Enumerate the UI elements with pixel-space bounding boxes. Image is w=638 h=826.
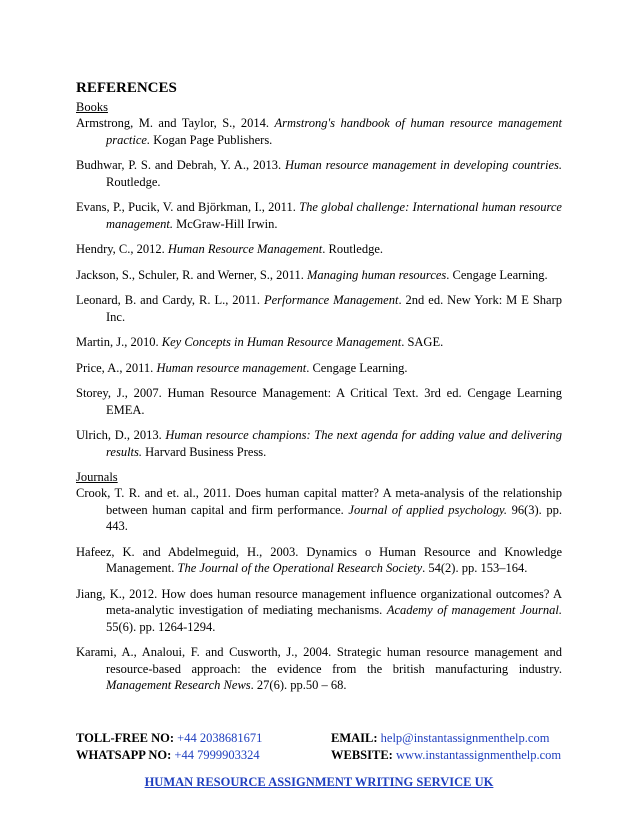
reference-authors: Armstrong, M. and Taylor, S., 2014.: [76, 116, 275, 130]
reference-authors: Hafeez, K. and Abdelmeguid, H., 2003. Dynamics o Human Resource and Knowledge Management.: [76, 544, 562, 575]
reference-title: Managing human resources: [306, 267, 447, 282]
reference-publisher: Kogan Page Publishers.: [150, 132, 273, 147]
reference-title: The Journal of the Operational Research Society: [177, 561, 423, 575]
reference-publisher: . 2nd ed. New York: M E Sharp Inc.: [106, 293, 563, 324]
references-section: [76, 79, 562, 703]
reference-title: Human resource champions: The next agenda for adding value and delivering results.: [106, 428, 562, 459]
reference-title: Performance Management: [263, 293, 399, 307]
references-heading: REFERENCES: [76, 80, 177, 96]
reference-authors: Jackson, S., Schuler, R. and Werner, S., 2011.: [76, 267, 307, 282]
reference-title: Journal of applied psychology.: [348, 502, 507, 517]
reference-authors: Martin, J., 2010.: [76, 335, 162, 349]
whatsapp-number[interactable]: +44 7999903324: [174, 748, 260, 762]
reference-title: The global challenge: International human resource management.: [106, 200, 562, 231]
reference-entry: [76, 427, 562, 460]
reference-title: Management Research News: [106, 678, 251, 692]
reference-entry: [76, 241, 562, 258]
reference-entry: [76, 485, 562, 535]
reference-authors: Ulrich, D., 2013.: [76, 428, 166, 442]
reference-authors: Evans, P., Pucik, V. and Björkman, I., 2011.: [76, 200, 300, 214]
reference-entry: [76, 385, 562, 418]
tollfree-label: TOLL-FREE NO:: [76, 731, 175, 745]
reference-entry: [76, 267, 562, 284]
reference-publisher: 96(3). pp. 443.: [106, 502, 562, 533]
reference-title: Armstrong's handbook of human resource management practice.: [106, 116, 562, 147]
reference-authors: Budhwar, P. S. and Debrah, Y. A., 2013.: [76, 158, 285, 172]
reference-title: Human Resource Management: [167, 242, 323, 256]
reference-authors: Storey, J., 2007. Human Resource Management: A Critical Text. 3rd ed. Cengage Learning EMEA.: [76, 386, 562, 417]
tollfree-number[interactable]: +44 2038681671: [177, 731, 263, 745]
whatsapp-label: WHATSAPP NO:: [76, 748, 172, 762]
books-subheading: Books: [76, 100, 108, 114]
reference-publisher: . Cengage Learning.: [446, 267, 548, 282]
reference-authors: Karami, A., Analoui, F. and Cusworth, J., 2004. Strategic human resource management and resource-based approach: the evidence from the british manufacturing industry.: [76, 645, 562, 676]
reference-publisher: McGraw-Hill Irwin.: [173, 216, 278, 231]
email-label: EMAIL:: [331, 731, 378, 745]
tollfree-block: [76, 730, 331, 747]
reference-title: Human resource management: [156, 360, 307, 375]
reference-publisher: Harvard Business Press.: [142, 444, 267, 459]
reference-publisher: . 27(6). pp.50 – 68.: [250, 678, 347, 692]
reference-entry: [76, 292, 562, 325]
reference-authors: Leonard, B. and Cardy, R. L., 2011.: [76, 293, 264, 307]
whatsapp-block: [76, 747, 331, 764]
service-banner-link[interactable]: HUMAN RESOURCE ASSIGNMENT WRITING SERVICE UK: [144, 775, 494, 789]
reference-title: Academy of management Journal.: [386, 603, 562, 617]
footer-row-1: [76, 730, 562, 747]
website-block: [331, 747, 562, 764]
reference-publisher: . Cengage Learning.: [306, 360, 408, 375]
reference-entry: [76, 586, 562, 636]
reference-title: Key Concepts in Human Resource Management: [161, 335, 402, 349]
reference-entry: [76, 334, 562, 351]
email-link[interactable]: help@instantassignmenthelp.com: [380, 731, 550, 745]
reference-entry: [76, 157, 562, 190]
website-label: WEBSITE:: [331, 748, 393, 762]
reference-title: Human resource management in developing countries.: [284, 158, 562, 172]
reference-entry: [76, 199, 562, 232]
reference-entry: [76, 360, 562, 377]
reference-publisher: . 54(2). pp. 153–164.: [422, 561, 528, 575]
reference-entry: [76, 644, 562, 694]
reference-entry: [76, 544, 562, 577]
reference-publisher: . Routledge.: [322, 242, 384, 256]
reference-authors: Jiang, K., 2012. How does human resource management influence organizational outcomes? A meta-analytic investigation of mediating mechanisms.: [76, 586, 562, 617]
reference-publisher: Routledge.: [106, 174, 161, 189]
journals-list: [76, 485, 562, 694]
reference-entry: [76, 115, 562, 148]
books-list: [76, 115, 562, 460]
reference-publisher: 55(6). pp. 1264-1294.: [106, 619, 216, 634]
reference-authors: Crook, T. R. and et. al., 2011. Does human capital matter? A meta-analysis of the relationship between human capital and firm performance.: [76, 486, 562, 517]
website-link[interactable]: www.instantassignmenthelp.com: [395, 748, 562, 762]
contact-footer: [76, 730, 562, 764]
footer-row-2: [76, 747, 562, 764]
reference-publisher: . SAGE.: [401, 335, 444, 349]
journals-subheading: Journals: [76, 470, 118, 484]
reference-authors: Price, A., 2011.: [76, 360, 157, 375]
reference-authors: Hendry, C., 2012.: [76, 242, 168, 256]
email-block: [331, 730, 562, 747]
